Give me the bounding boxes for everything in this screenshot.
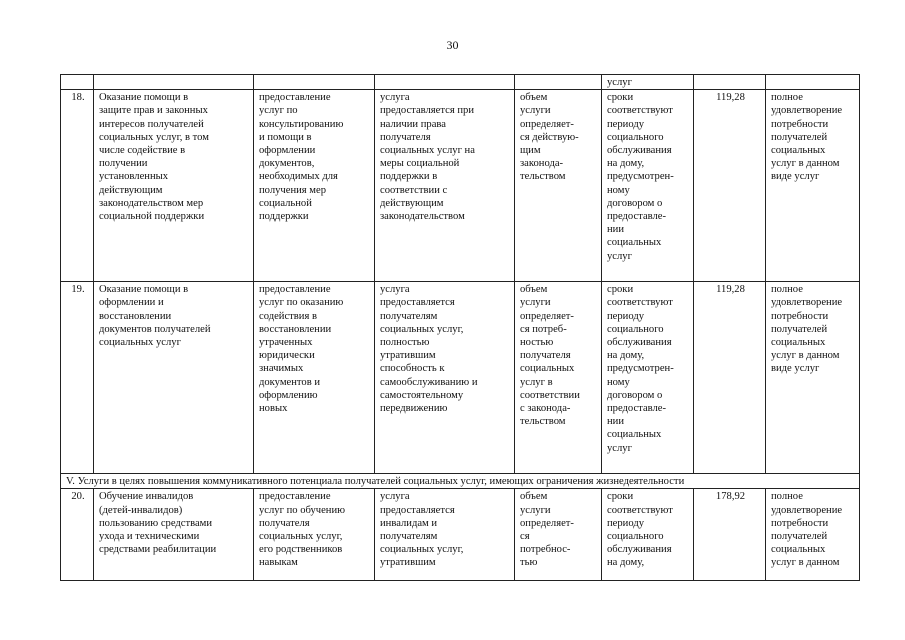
service-conditions: услуга предоставляется при наличии права получателя социальных услуг на меры социальной поддержки в соответствии с действующим законодательством <box>380 92 475 223</box>
cell-description <box>254 489 375 581</box>
table-row <box>61 90 860 282</box>
cell-volume <box>515 489 602 581</box>
service-conditions: услуга предоставляется получателям социальных услуг, полностью утратившим способность к самообслуживанию и самостоятельному передвижению <box>380 284 478 415</box>
cell-conditions <box>375 90 515 282</box>
service-schedule: сроки соответствуют периоду социального обслуживания на дому, предусмотрен- ному договором о предоставле- нии социальных услуг <box>607 284 674 454</box>
cell-quality <box>766 282 860 474</box>
cell-name <box>94 489 254 581</box>
cell-num <box>61 489 94 581</box>
table-row-continuation <box>61 75 860 90</box>
cell-description <box>254 90 375 282</box>
cell-num <box>61 90 94 282</box>
cell-price <box>694 75 766 90</box>
cell-schedule <box>602 282 694 474</box>
cell-price <box>694 282 766 474</box>
cell-price <box>694 90 766 282</box>
service-quality: полное удовлетворение потребности получателей социальных услуг в данном виде услуг <box>771 92 843 183</box>
cell-description <box>254 75 375 90</box>
page-number: 30 <box>446 38 459 52</box>
cell-schedule <box>602 75 694 90</box>
service-conditions: услуга предоставляется инвалидам и получателям социальных услуг, утратившим <box>380 491 464 569</box>
cell-volume <box>515 90 602 282</box>
cell-num <box>61 75 94 90</box>
row-number: 20. <box>71 491 85 503</box>
row-number: 19. <box>71 284 85 296</box>
cell-name <box>94 90 254 282</box>
cell-num <box>61 282 94 474</box>
cell-volume <box>515 282 602 474</box>
service-name: Оказание помощи в защите прав и законных интересов получателей социальных услуг, в том числе содействие в получении установленных действующим законодательством мер социальной поддержки <box>99 92 209 223</box>
service-price: 178,92 <box>715 491 746 503</box>
service-name: Оказание помощи в оформлении и восстановлении документов получателей социальных услуг <box>99 284 211 349</box>
cell-conditions <box>375 489 515 581</box>
service-price: 119,28 <box>716 92 745 104</box>
cell-conditions <box>375 282 515 474</box>
cell-quality <box>766 75 860 90</box>
service-quality: полное удовлетворение потребности получателей социальных услуг в данном виде услуг <box>771 284 843 375</box>
cell-name <box>94 282 254 474</box>
table-row <box>61 282 860 474</box>
service-quality: полное удовлетворение потребности получателей социальных услуг в данном <box>771 491 843 569</box>
service-schedule: сроки соответствуют периоду социального обслуживания на дому, предусмотрен- ному договором о предоставле- нии социальных услуг <box>607 92 674 262</box>
schedule-text: услуг <box>607 77 632 88</box>
service-description: предоставление услуг по оказанию содействия в восстановлении утраченных юридически значимых документов и оформлению новых <box>259 284 344 415</box>
service-volume: объем услуги определяет- ся потребнос- тью <box>520 491 574 569</box>
service-description: предоставление услуг по обучению получателя социальных услуг, его родственников навыкам <box>259 491 346 569</box>
service-price: 119,28 <box>716 284 745 296</box>
service-volume: объем услуги определяет- ся потреб- ностью получателя социальных услуг в соответствии с законода- тельством <box>520 284 580 428</box>
cell-price <box>694 489 766 581</box>
row-number: 18. <box>71 92 85 104</box>
cell-description <box>254 282 375 474</box>
section-heading: V. Услуги в целях повышения коммуникативного потенциала получателей социальных услуг, имеющих ограничения жизнедеятельности <box>61 474 860 489</box>
cell-schedule <box>602 489 694 581</box>
cell-schedule <box>602 90 694 282</box>
cell-volume <box>515 75 602 90</box>
service-description: предоставление услуг по консультированию и помощи в оформлении документов, необходимых для получения мер социальной поддержки <box>259 92 344 223</box>
service-volume: объем услуги определяет- ся действую- щим законода- тельством <box>520 92 579 183</box>
section-header-row <box>61 474 860 489</box>
service-schedule: сроки соответствуют периоду социального обслуживания на дому, <box>607 491 673 569</box>
cell-name <box>94 75 254 90</box>
table-row <box>61 489 860 581</box>
service-name: Обучение инвалидов (детей-инвалидов) пользованию средствами ухода и техническими средствами реабилитации <box>99 491 217 556</box>
cell-quality <box>766 90 860 282</box>
services-table <box>60 74 860 581</box>
cell-conditions <box>375 75 515 90</box>
cell-quality <box>766 489 860 581</box>
